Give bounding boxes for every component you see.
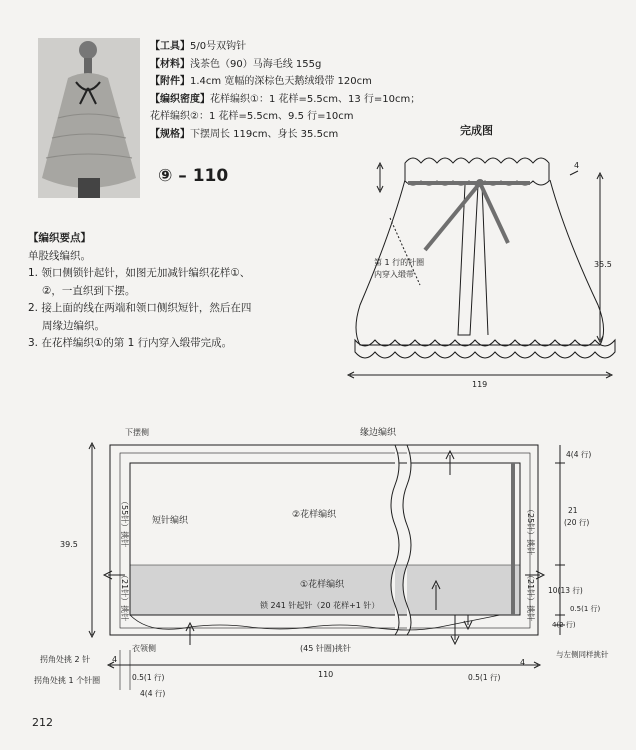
construction-chart [0,415,636,705]
pick-45-label: (45 针圈)挑针 [300,644,351,653]
right-mid-label: 21 [568,506,578,515]
accessory-label: 【附件】 [150,76,190,87]
notes-heading: 【编织要点】 [28,232,91,244]
same-as-left-label: 与左侧同样挑针 [556,650,609,659]
gauge-value-2: 花样编织②：1 花样=5.5cm、9.5 行=10cm [150,111,354,122]
right-small-label: 0.5(1 行) [570,605,601,613]
notes-line: 单股线编织。 [28,249,91,262]
collar-side-label: 衣领侧 [132,644,156,653]
corner-left-4: 4 [112,655,118,664]
right-top-label: 4(4 行) [566,450,592,459]
notes-line: 2. 接上面的线在两端和领口侧织短针，然后在四 [28,302,252,314]
bottom-small-right: 0.5(1 行) [468,673,501,682]
corner-right-4: 4 [520,658,526,667]
left-small-label: 0.5(1 行) [132,673,165,682]
pattern-number: ⑨ – 110 [158,166,229,186]
specs-block [150,38,480,143]
gauge-value-1: 花样编织①：1 花样=5.5cm、13 行=10cm； [210,93,421,105]
material-label: 【材料】 [150,58,190,70]
finished-note-1: 第 1 行的针圈 [374,258,425,267]
pattern1-label: ①花样编织 [300,580,345,590]
finished-dim-side: 35.5 [594,260,612,269]
right-pick-bottom: （21针）挑针 [526,571,535,622]
gauge-label: 【编织密度】 [150,93,210,105]
short-stitch-label: 短针编织 [152,516,189,526]
ribbon [408,183,530,250]
finished-dim-top: 4 [574,161,580,170]
cast-on-label: 锁 241 针起针（20 花样+1 针） [260,601,380,610]
page-number: 212 [32,716,53,729]
tools-label: 【工具】 [150,41,190,52]
ruffle-bottom [355,340,615,358]
finished-dim-bottom: 119 [472,380,488,389]
notes-line: 1. 领口侧锁针起针，如图无加减针编织花样①、 [28,267,251,279]
width-label: 110 [318,670,334,679]
notes-line: ②，一直织到下摆。 [42,284,136,297]
material-value: 浅茶色（90）马海毛线 155g [190,58,322,70]
height-label: 39.5 [60,540,78,549]
notes-line: 3. 在花样编织①的第 1 行内穿入缎带完成。 [28,337,233,349]
left-bottom-label: 4(4 行) [140,689,166,698]
right-low-label: 10(13 行) [548,586,583,595]
finished-note-2: 内穿入缎带 [374,270,414,279]
size-value: 下摆周长 119cm、身长 35.5cm [190,128,339,140]
accessory-value: 1.4cm 宽幅的深棕色天鹅绒缎带 120cm [190,76,372,87]
right-bottom-label: 4(2 行) [552,621,576,629]
hem-side-label: 下摆侧 [125,428,149,437]
notes-block [28,230,328,353]
tools-value: 5/0号双钩针 [190,41,247,52]
finished-title: 完成图 [460,124,493,137]
corner-1-label: 拐角处挑 1 个针圈 [34,676,101,685]
size-label: 【规格】 [150,128,190,140]
right-pick-top: （25针）挑针 [526,505,535,556]
right-mid-rows: (20 行) [564,518,590,527]
notes-line: 周缘边编织。 [42,319,105,332]
edging-label: 缘边编织 [360,428,397,438]
product-photo [38,38,140,198]
corner-2-label: 拐角处挑 2 针 [40,655,91,664]
finished-drawing [330,135,630,390]
pattern2-label: ②花样编织 [292,510,337,520]
left-pick-top: （55针）挑针 [120,497,129,548]
front-edge-right [482,185,488,335]
left-pick-bottom: （21针）挑针 [120,571,129,622]
